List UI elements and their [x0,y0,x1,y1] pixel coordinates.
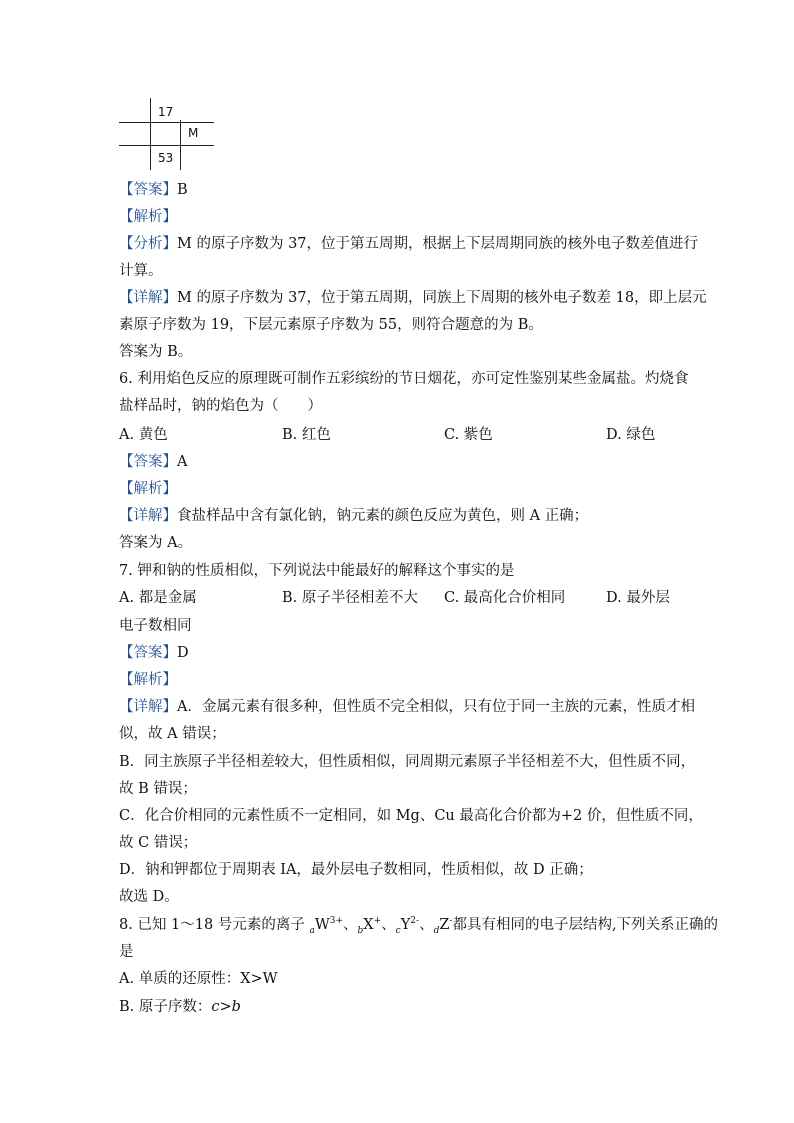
ion-y-charge: 2- [410,916,420,927]
q6-xiangjie-line-1 [119,506,588,526]
q8-option-a[interactable]: A. 单质的还原性：X>W [119,971,278,987]
q7-xiangjie-b-line-1: B．同主族原子半径相差较大，但性质相似，同周期元素原子半径相差不大，但性质不同， [119,754,696,770]
q8-option-b-label: B. 原子序数： [119,999,212,1015]
answer-tag: 【答案】 [119,645,177,661]
ion-w-symbol: W [314,917,330,933]
q8-option-b[interactable] [119,997,241,1017]
ion-w-charge: 3+ [329,916,344,927]
q6-option-c[interactable]: C. 紫色 [444,427,493,443]
grid-hline-top [119,122,214,123]
grid-cell-bottom: 53 [158,151,174,165]
ion-x-symbol: X [363,917,374,933]
q5-fenxi-line-1 [119,234,698,254]
xiangjie-text: 食盐样品中含有氯化钠，钠元素的颜色反应为黄色，则 A 正确； [177,508,589,524]
q7-option-d[interactable]: D. 最外层 [606,590,670,606]
fenxi-text: M 的原子序数为 37，位于第五周期，根据上下层周期同族的核外电子数差值进行 [177,236,699,252]
q7-xiangjie-d-line-1: D．钠和钾都位于周期表 IA，最外层电子数相同，性质相似，故 D 正确； [119,862,593,878]
grid-cell-m: M [188,126,199,140]
fenxi-tag: 【分析】 [119,236,177,252]
grid-hline-bottom [119,145,214,146]
q5-answer-line [119,180,188,200]
ion-separator: 、 [419,917,434,933]
ion-y-symbol: Y [400,917,411,933]
ion-y-subscript: c [395,925,401,936]
ion-z-charge: - [449,916,453,927]
q6-option-a[interactable]: A. 黄色 [119,427,168,443]
ion-x-subscript: b [357,925,364,936]
q6-option-b[interactable]: B. 红色 [282,427,331,443]
q7-xiangjie-c-line-2: 故 C 错误； [119,835,198,851]
grid-vline-left [150,98,151,170]
answer-value: A [177,454,188,470]
ion-z-subscript: d [433,925,440,936]
analysis-tag: 【解析】 [119,481,177,497]
q6-answer-line [119,452,187,472]
q6-stem-line-2: 盐样品时，钠的焰色为（ ） [119,398,322,414]
xiangjie-text: M 的原子序数为 37，位于第五周期，同族上下周期的核外电子数差 18，即上层元 [177,290,707,306]
q5-xiangjie-line-2: 素原子序数为 19，下层元素原子序数为 55，则符合题意的为 B。 [119,317,543,333]
q6-option-d[interactable]: D. 绿色 [606,427,656,443]
analysis-tag: 【解析】 [119,672,177,688]
xiangjie-tag: 【详解】 [119,508,177,524]
q7-option-d-continued: 电子数相同 [119,618,192,634]
q7-option-b[interactable]: B. 原子半径相差不大 [282,590,418,606]
q8-stem-suffix: 都具有相同的电子层结构,下列关系正确的 [452,917,719,933]
q7-conclusion: 故选 D。 [119,889,179,905]
ion-separator: 、 [381,917,396,933]
ion-z-symbol: Z [439,917,450,933]
q7-option-a[interactable]: A. 都是金属 [119,590,197,606]
ion-separator: 、 [343,917,358,933]
q8-stem-line-1 [119,915,718,935]
analysis-tag: 【解析】 [119,209,177,225]
q7-xiangjie-a-line-2: 似，故 A 错误； [119,726,226,742]
q8-stem-prefix: 8. 已知 1～18 号元素的离子 [119,917,310,933]
q7-xiangjie-a-line-1 [119,697,695,717]
q7-answer-line [119,643,189,663]
xiangjie-tag: 【详解】 [119,290,177,306]
q6-analysis-heading [119,479,177,499]
ion-w-subscript: a [309,925,315,936]
xiangjie-tag: 【详解】 [119,699,177,715]
grid-cell-top: 17 [158,105,174,119]
q7-option-c[interactable]: C. 最高化合价相同 [444,590,566,606]
q6-stem-line-1: 6. 利用焰色反应的原理既可制作五彩缤纷的节日烟花，亦可定性鉴别某些金属盐。灼烧食 [119,371,689,387]
q8-stem-line-2: 是 [119,944,134,960]
q8-option-b-expression: c>b [211,999,241,1015]
q7-xiangjie-c-line-1: C．化合价相同的元素性质不一定相同，如 Mg、Cu 最高化合价都为+2 价，但性质不同， [119,808,703,824]
answer-tag: 【答案】 [119,182,177,198]
q7-xiangjie-b-line-2: 故 B 错误； [119,781,197,797]
periodic-grid [119,98,214,170]
q5-conclusion: 答案为 B。 [119,344,193,360]
q7-analysis-heading [119,670,177,690]
q5-xiangjie-line-1 [119,288,707,308]
answer-tag: 【答案】 [119,454,177,470]
ion-x-charge: + [373,916,382,927]
q6-conclusion: 答案为 A。 [119,535,193,551]
q5-fenxi-line-2: 计算。 [119,263,163,279]
answer-value: D [177,645,189,661]
q5-analysis-heading [119,207,177,227]
q7-stem-line-1: 7. 钾和钠的性质相似，下列说法中能最好的解释这个事实的是 [119,563,515,579]
xiangjie-text: A．金属元素有很多种，但性质不完全相似，只有位于同一主族的元素，性质才相 [177,699,695,715]
answer-value: B [177,182,188,198]
